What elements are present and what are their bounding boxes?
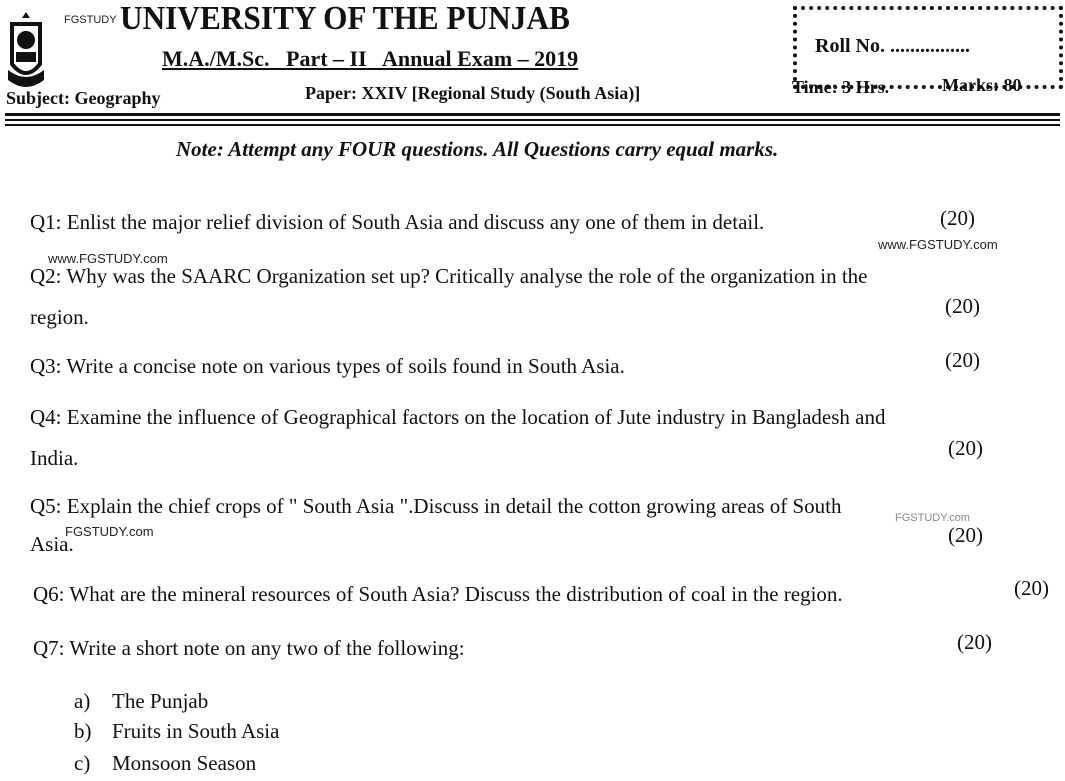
question-4: Q4: Examine the influence of Geographical factors on the location of Jute industry in Bangladesh and [30,405,886,429]
question-2-cont: region. [30,305,89,329]
brand-tag: FGSTUDY [64,14,117,26]
question-2: Q2: Why was the SAARC Organization set up? Critically analyse the role of the organization in the [30,264,868,288]
option-a: The Punjab [112,689,209,713]
question-1: Q1: Enlist the major relief division of South Asia and discuss any one of them in detail. [30,210,765,234]
question-4-marks: (20) [948,436,983,460]
time-label: Time: 3 Hrs. [792,77,890,97]
question-3: Q3: Write a concise note on various types of soils found in South Asia. [30,354,625,378]
marks-label: Marks: 80 [942,75,1022,95]
question-2-marks: (20) [945,294,980,318]
question-5-cont: Asia. [30,532,74,556]
watermark: www.FGSTUDY.com [48,251,168,266]
watermark: FGSTUDY.com [895,512,970,524]
subject-label: Subject: Geography [6,88,161,108]
option-a-key: a) [74,689,91,713]
option-b: Fruits in South Asia [112,719,280,743]
option-c-key: c) [74,751,91,775]
question-7-marks: (20) [957,630,992,654]
university-crest-logo [6,10,46,95]
roll-number-field: Roll No. ................ [815,35,970,57]
question-6-marks: (20) [1014,576,1049,600]
question-4-cont: India. [30,446,79,470]
header-rule [5,113,1060,116]
question-7: Q7: Write a short note on any two of the following: [33,636,465,660]
question-6: Q6: What are the mineral resources of South Asia? Discuss the distribution of coal in the region. [33,582,843,606]
question-5: Q5: Explain the chief crops of " South Asia ".Discuss in detail the cotton growing areas of South [30,494,842,518]
option-c: Monsoon Season [112,751,257,775]
option-b-key: b) [74,719,92,743]
question-1-marks: (20) [940,206,975,230]
instructions-note: Note: Attempt any FOUR questions. All Questions carry equal marks. [176,137,779,161]
paper-label: Paper: XXIV [Regional Study (South Asia)] [305,83,641,103]
university-title: UNIVERSITY OF THE PUNJAB [120,0,570,37]
header-rule [5,119,1060,121]
watermark: FGSTUDY.com [65,524,154,539]
question-3-marks: (20) [945,348,980,372]
header-rule [5,124,1060,126]
question-5-marks: (20) [948,523,983,547]
watermark: www.FGSTUDY.com [878,237,998,252]
exam-title: M.A./M.Sc. Part – II Annual Exam – 2019 [162,46,579,71]
